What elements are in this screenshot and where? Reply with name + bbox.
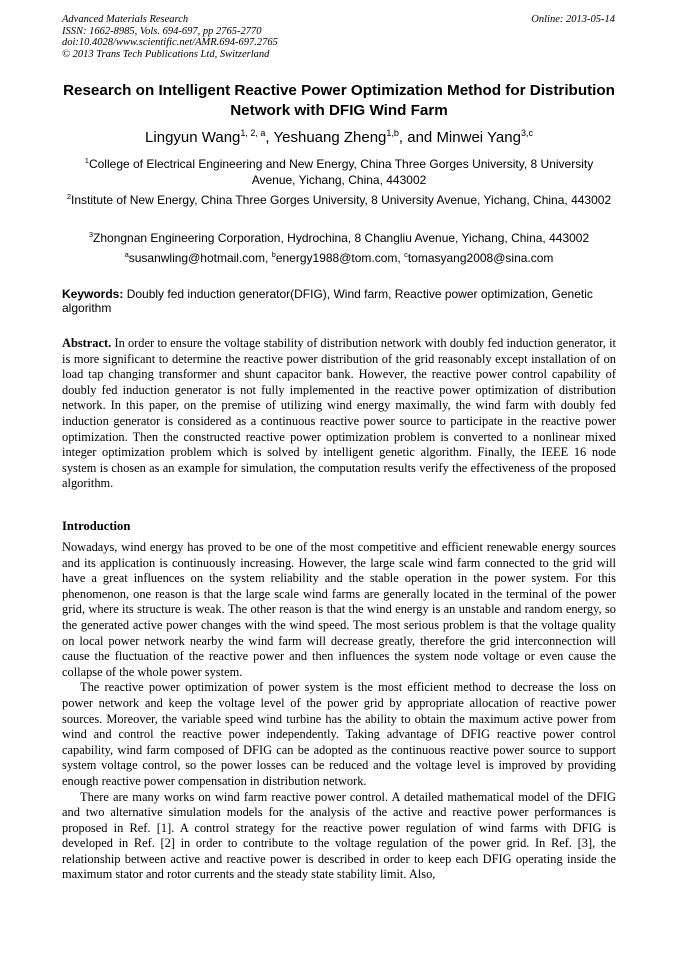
affiliation-text: Zhongnan Engineering Corporation, Hydrochina, 8 Changliu Avenue, Yichang, China, 443002 bbox=[93, 231, 590, 245]
keywords-text: Doubly fed induction generator(DFIG), Wind farm, Reactive power optimization, Genetic algorithm bbox=[62, 287, 593, 315]
introduction-body bbox=[62, 540, 616, 883]
affiliation-1 bbox=[62, 156, 616, 188]
author-affiliation-marker: 1,b bbox=[386, 128, 399, 138]
journal-copyright: © 2013 Trans Tech Publications Ltd, Switzerland bbox=[62, 48, 270, 60]
affiliation-text: Institute of New Energy, China Three Gorges University, 8 University Avenue, Yichang, China, 443002 bbox=[71, 193, 612, 207]
affiliation-marker: 2 bbox=[66, 192, 72, 201]
body-paragraph: Nowadays, wind energy has proved to be one of the most competitive and efficient renewable energy sources and its application is continuously increasing. However, the large scale wind farm connected to the grid will have a great influences on the system reliability and the stable operation in the power system. For this phenomenon, one reason is that the large scale wind farms are generally located in the terminal of the power grid, where its structure is weak. The other reason is that the wind energy is an unstable and random energy, so the generated active power changes with the wind speed. The most serious problem is that the voltage quality on local power network nearby the wind farm will decrease greatly, therefore the grid interconnection will cause the fluctuation of the reactive power and then influences the system node voltage or even cause the collapse of the whole power system. bbox=[62, 540, 616, 679]
author-affiliation-marker: 3,c bbox=[520, 128, 533, 138]
abstract-text: In order to ensure the voltage stability of distribution network with doubly fed induction generator, it is more significant to determine the reactive power distribution of the grid reasonably except installation of on load tap changing transformer and shunt capacitor bank. However, the reactive power control capability of doubly fed induction generator is not fully implemented in the reactive power optimization of distribution network. In this paper, on the premise of utilizing wind energy maximally, the wind farm with doubly fed induction generator is considered as a continuous reactive power source to participate in the reactive power optimization. Then the constructed reactive power optimization problem is converted to a nonlinear mixed integer optimization problem which is solved by intelligent genetic algorithm. Finally, the IEEE 16 node system is chosen as an example for simulation, the computation results verify the effectiveness of the proposed algorithm. bbox=[62, 336, 616, 491]
affiliation-marker: 3 bbox=[88, 230, 94, 239]
abstract-label: Abstract. bbox=[62, 336, 112, 350]
abstract-section bbox=[62, 336, 616, 492]
affiliation-2 bbox=[62, 192, 616, 208]
journal-issn: ISSN: 1662-8985, Vols. 694-697, pp 2765-2770 bbox=[62, 25, 262, 37]
email-link[interactable]: susanwling@hotmail.com bbox=[128, 251, 265, 265]
email-separator: , bbox=[397, 251, 405, 265]
keywords-section bbox=[62, 287, 616, 315]
email-link[interactable]: energy1988@tom.com bbox=[275, 251, 398, 265]
journal-doi[interactable]: doi:10.4028/www.scientific.net/AMR.694-697.2765 bbox=[62, 37, 278, 48]
author-name: Lingyun Wang bbox=[145, 129, 241, 146]
author-emails bbox=[62, 250, 616, 266]
affiliation-marker: 1 bbox=[84, 156, 89, 165]
email-separator: , bbox=[264, 251, 272, 265]
keywords-label: Keywords: bbox=[62, 287, 124, 301]
journal-header bbox=[62, 14, 278, 60]
author-list bbox=[62, 128, 616, 148]
body-paragraph: The reactive power optimization of power system is the most efficient method to decrease the loss on power network and keep the voltage level of the power grid by appropriate allocation of reactive power sources. Moreover, the variable speed wind turbine has the ability to obtain the maximum active power from wind and control the reactive power independently. Taking advantage of DFIG reactive power control capability, wind farm composed of DFIG can be adopted as the continuous reactive power source to support system voltage control, so the power losses can be reduced and the voltage level is improved by providing enough reactive power compensation in distribution network. bbox=[62, 680, 616, 788]
author-name: Yeshuang Zheng bbox=[273, 129, 387, 146]
email-marker: c bbox=[404, 250, 408, 259]
email-link[interactable]: tomasyang2008@sina.com bbox=[407, 251, 554, 265]
author-affiliation-marker: 1, 2, a bbox=[240, 128, 266, 138]
introduction-heading: Introduction bbox=[62, 519, 131, 533]
paper-title: Research on Intelligent Reactive Power Optimization Method for Distribution Network with DFIG Wind Farm bbox=[63, 82, 615, 119]
email-marker: b bbox=[271, 250, 276, 259]
author-name: Minwei Yang bbox=[436, 129, 521, 146]
body-paragraph: There are many works on wind farm reactive power control. A detailed mathematical model of the DFIG and two alternative simulation models for the analysis of the active and reactive power performances is proposed in Ref. [1]. A control strategy for the reactive power regulation of wind farms with DFIG is developed in Ref. [2] in order to contribute to the voltage regulation of the power grid. In Ref. [3], the relationship between active and reactive power is described in order to keep each DFIG operating inside the maximum stator and rotor currents and the steady state stability limit. Also, bbox=[62, 789, 616, 882]
online-date: Online: 2013-05-14 bbox=[531, 14, 615, 25]
affiliation-text: College of Electrical Engineering and New Energy, China Three Gorges University, 8 University Avenue, Yichang, China, 443002 bbox=[88, 157, 594, 187]
journal-name: Advanced Materials Research bbox=[62, 14, 189, 25]
author-separator: , and bbox=[398, 129, 437, 146]
email-marker: a bbox=[124, 250, 129, 259]
author-separator: , bbox=[265, 129, 274, 146]
affiliation-3 bbox=[62, 230, 616, 246]
